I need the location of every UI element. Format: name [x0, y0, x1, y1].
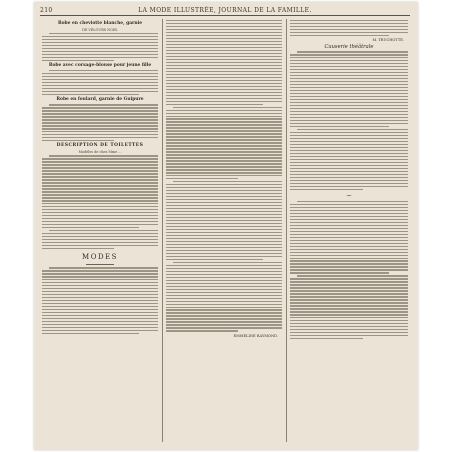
body-text	[290, 51, 408, 190]
signature: M. TRUCHOTTE.	[372, 38, 404, 43]
section-heading: DESCRIPTION DE TOILETTES	[56, 143, 144, 149]
body-text	[290, 201, 408, 340]
column-divider	[162, 19, 163, 442]
magazine-page	[34, 2, 418, 450]
header-rule	[40, 15, 410, 16]
section-subheading: DE VELOURS NOIR.	[82, 28, 118, 32]
ornament: ~	[346, 191, 352, 200]
body-text	[166, 20, 282, 332]
body-text	[42, 267, 158, 334]
body-text	[42, 70, 158, 95]
section-heading: MODES	[82, 253, 118, 262]
section-heading: Robe avec corsage-blouse pour jeune fille	[48, 63, 152, 69]
separator	[86, 264, 114, 265]
column-divider	[286, 19, 287, 442]
section-heading: Robe en foulard, garnie de Guipure	[56, 97, 144, 103]
body-text	[42, 33, 158, 61]
column-left	[42, 19, 158, 444]
body-text	[290, 20, 408, 36]
signature: EMMELINE RAYMOND.	[233, 333, 278, 338]
column-right	[290, 19, 408, 444]
body-text	[42, 104, 158, 141]
section-subheading: Modèles de chez Mme ...	[78, 150, 122, 155]
journal-title: LA MODE ILLUSTRÉE, JOURNAL DE LA FAMILLE.	[138, 7, 312, 14]
section-heading: Robe en cheviotte blanche, garnie	[57, 21, 143, 26]
page-number: 210	[40, 7, 53, 14]
column-middle	[166, 19, 282, 444]
section-heading: Causerie théâtrale	[324, 44, 374, 51]
body-text	[42, 155, 158, 249]
